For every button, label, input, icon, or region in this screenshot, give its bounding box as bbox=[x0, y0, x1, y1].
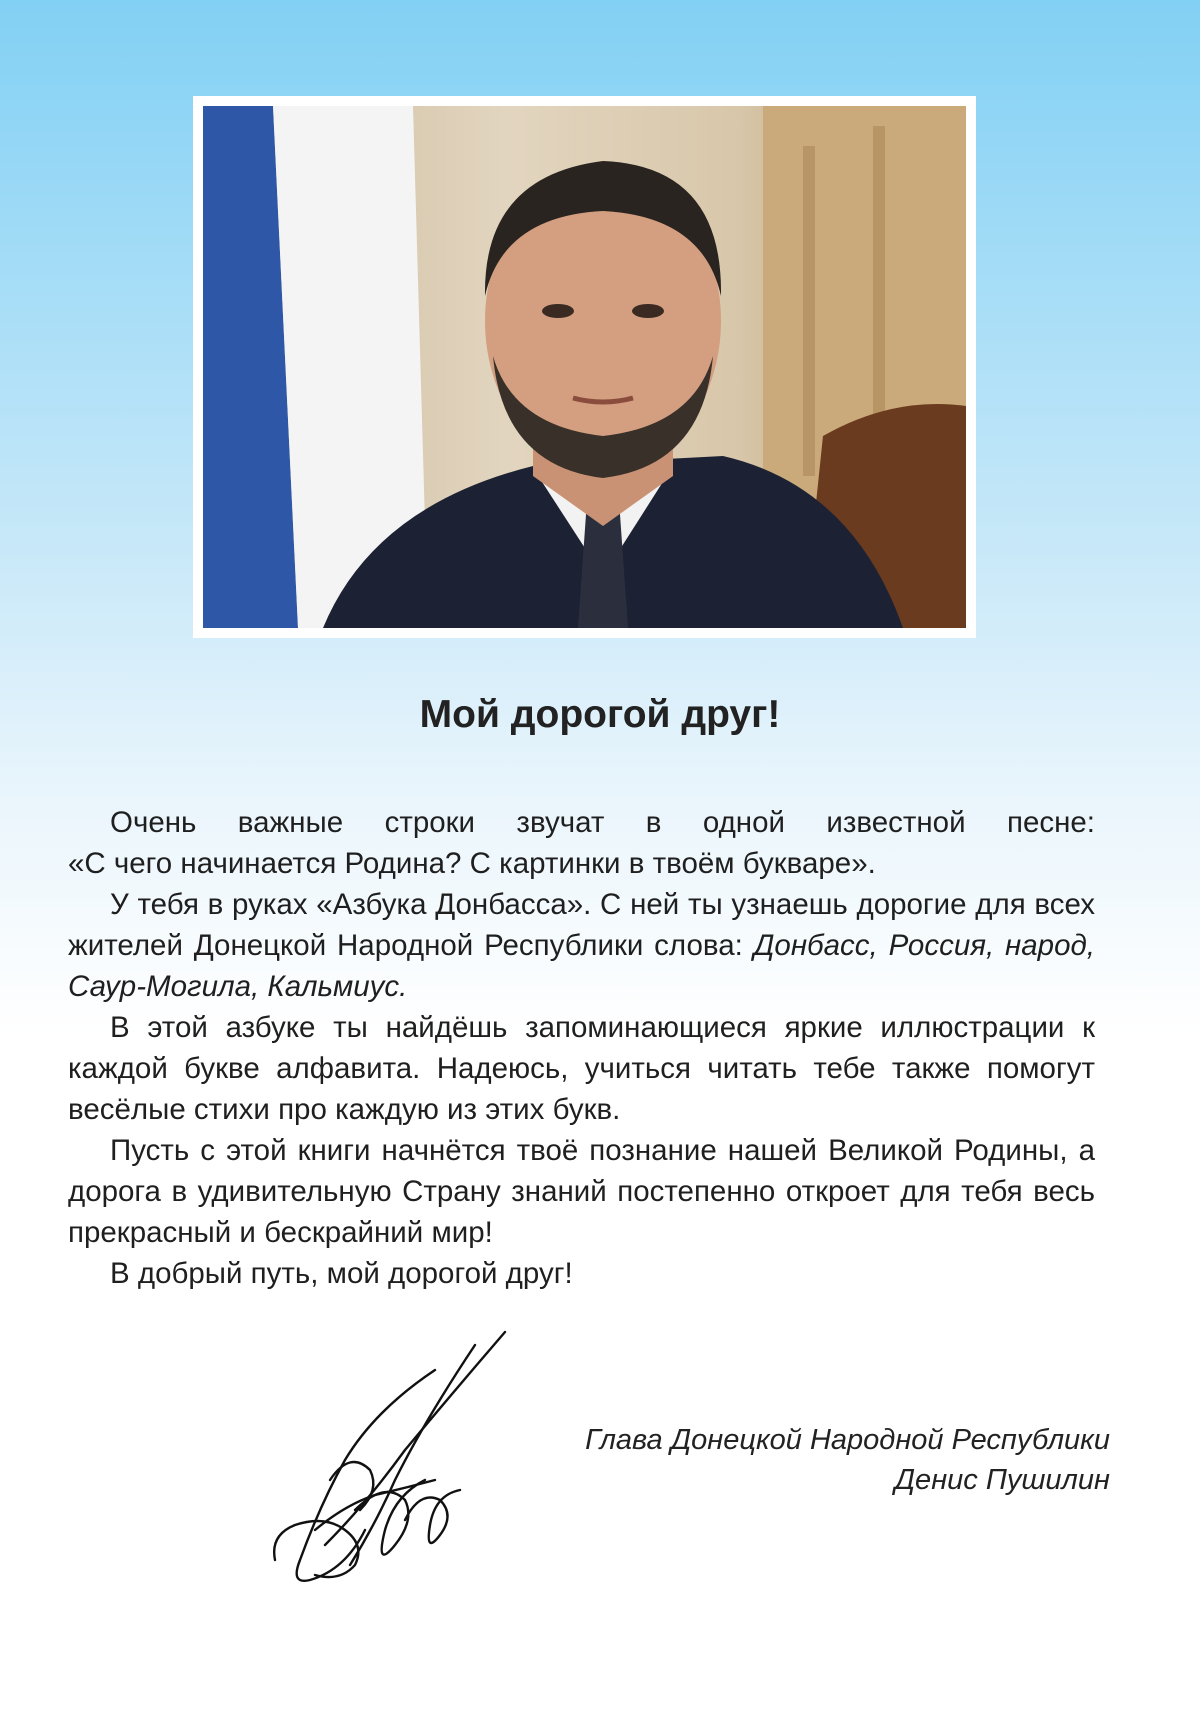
portrait-illustration bbox=[203, 106, 966, 628]
paragraph-5: В добрый путь, мой дорогой друг! bbox=[110, 1257, 573, 1290]
signature-position: Глава Донецкой Народной Республики bbox=[585, 1424, 1110, 1456]
paragraph-2-words: Донбасс, Россия, народ, Саур-Могила, Кальмиус. bbox=[68, 929, 1095, 1003]
paragraph-1-line-2: «С чего начинается Родина? С картинки в твоём букваре». bbox=[68, 847, 876, 880]
handwritten-signature bbox=[255, 1330, 515, 1590]
paragraph-2 bbox=[68, 884, 1095, 1007]
portrait-frame bbox=[193, 96, 976, 638]
paragraph-1-continued bbox=[68, 843, 1095, 884]
signature-caption bbox=[585, 1420, 1110, 1500]
letter-body bbox=[68, 802, 1095, 1294]
paragraph-3: В этой азбуке ты найдёшь запоминающиеся яркие иллюстрации к каждой букве алфавита. Надеюсь, учиться читать тебе также помогут весёлые стихи про каждую из этих букв. bbox=[68, 1011, 1095, 1126]
paragraph-2-text: У тебя в руках «Азбука Донбасса». С ней ты узнаешь дорогие для всех жителей Донецкой Народной Республики слова: bbox=[68, 888, 1095, 962]
paragraph-1-line-1: Очень важные строки звучат в одной известной песне: bbox=[110, 806, 1095, 839]
signature-name: Денис Пушилин bbox=[894, 1464, 1110, 1496]
paragraph-4: Пусть с этой книги начнётся твоё познание нашей Великой Родины, а дорога в удивительную Страну знаний постепенно откроет для тебя весь прекрасный и бескрайний мир! bbox=[68, 1134, 1095, 1249]
portrait-photo bbox=[203, 106, 966, 628]
paragraph-1 bbox=[68, 802, 1095, 843]
page-heading: Мой дорогой друг! bbox=[419, 693, 781, 736]
